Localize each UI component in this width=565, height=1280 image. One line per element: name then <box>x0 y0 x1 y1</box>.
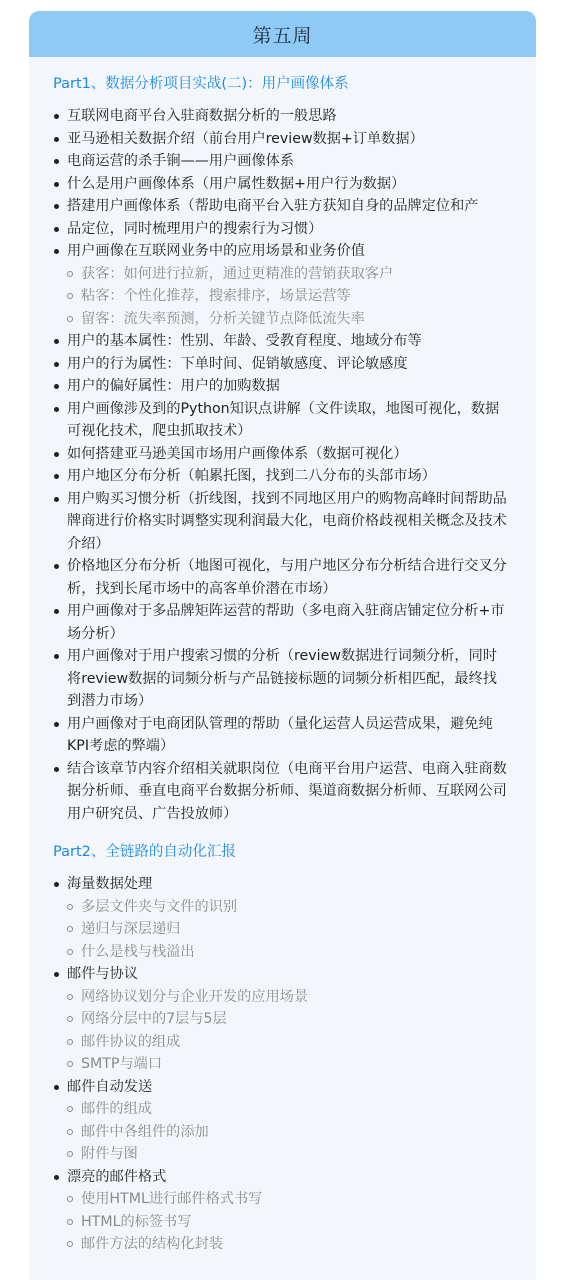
sub-list-item: 附件与图 <box>53 1143 508 1166</box>
part2-list <box>53 873 508 1256</box>
week-title: 第五周 <box>252 24 313 47</box>
list-item: 用户的基本属性：性别、年龄、受教育程度、地域分布等 <box>53 330 508 353</box>
part1-list <box>53 105 508 825</box>
list-item: 用户画像对于多品牌矩阵运营的帮助（多电商入驻商店铺定位分析+市场分析） <box>53 600 508 645</box>
card-content <box>29 57 536 1256</box>
list-item: 用户购买习惯分析（折线图，找到不同地区用户的购物高峰时间帮助品牌商进行价格实时调整实现利润最大化，电商价格歧视相关概念及技术介绍） <box>53 488 508 556</box>
list-item: 品定位，同时梳理用户的搜索行为习惯） <box>53 218 508 241</box>
sub-list-item: 多层文件夹与文件的识别 <box>53 896 508 919</box>
sub-list-item: SMTP与端口 <box>53 1053 508 1076</box>
sub-list-item: 邮件中各组件的添加 <box>53 1121 508 1144</box>
sub-list-item: 邮件协议的组成 <box>53 1031 508 1054</box>
list-item: 用户地区分布分析（帕累托图，找到二八分布的头部市场） <box>53 465 508 488</box>
sub-list-item: 获客：如何进行拉新，通过更精准的营销获取客户 <box>53 263 508 286</box>
list-item: 结合该章节内容介绍相关就职岗位（电商平台用户运营、电商入驻商数据分析师、垂直电商平台数据分析师、渠道商数据分析师、互联网公司用户研究员、广告投放师） <box>53 758 508 826</box>
list-item: 用户画像对于电商团队管理的帮助（量化运营人员运营成果，避免纯KPI考虑的弊端） <box>53 713 508 758</box>
list-item: 互联网电商平台入驻商数据分析的一般思路 <box>53 105 508 128</box>
list-item: 用户画像对于用户搜索习惯的分析（review数据进行词频分析，同时将review数据的词频分析与产品链接标题的词频分析相匹配，最终找到潜力市场） <box>53 645 508 713</box>
part2-title: Part2、全链路的自动化汇报 <box>53 844 236 860</box>
list-item: 如何搭建亚马逊美国市场用户画像体系（数据可视化） <box>53 443 508 466</box>
sub-list-item: 网络分层中的7层与5层 <box>53 1008 508 1031</box>
sub-list-item: 递归与深层递归 <box>53 918 508 941</box>
sub-list-item: HTML的标签书写 <box>53 1211 508 1234</box>
list-item: 邮件与协议 <box>53 963 508 986</box>
list-item: 用户的行为属性：下单时间、促销敏感度、评论敏感度 <box>53 353 508 376</box>
list-item: 价格地区分布分析（地图可视化，与用户地区分布分析结合进行交叉分析，找到长尾市场中的高客单价潜在市场） <box>53 555 508 600</box>
list-item: 邮件自动发送 <box>53 1076 508 1099</box>
list-item: 亚马逊相关数据介绍（前台用户review数据+订单数据） <box>53 128 508 151</box>
card-header <box>29 11 536 57</box>
sub-list-item: 什么是栈与栈溢出 <box>53 941 508 964</box>
sub-list-item: 邮件的组成 <box>53 1098 508 1121</box>
part1-title: Part1、数据分析项目实战(二)：用户画像体系 <box>53 76 349 92</box>
list-item: 什么是用户画像体系（用户属性数据+用户行为数据） <box>53 173 508 196</box>
list-item: 漂亮的邮件格式 <box>53 1166 508 1189</box>
sub-list-item: 留客：流失率预测，分析关键节点降低流失率 <box>53 308 508 331</box>
sub-list-item: 粘客：个性化推荐，搜索排序，场景运营等 <box>53 285 508 308</box>
sub-list-item: 使用HTML进行邮件格式书写 <box>53 1188 508 1211</box>
sub-list-item: 邮件方法的结构化封装 <box>53 1233 508 1256</box>
list-item: 搭建用户画像体系（帮助电商平台入驻方获知自身的品牌定位和产 <box>53 195 508 218</box>
course-card <box>29 11 536 1280</box>
list-item: 用户画像在互联网业务中的应用场景和业务价值 <box>53 240 508 263</box>
list-item: 电商运营的杀手锏——用户画像体系 <box>53 150 508 173</box>
list-item: 用户画像涉及到的Python知识点讲解（文件读取，地图可视化，数据可视化技术，爬虫抓取技术） <box>53 398 508 443</box>
sub-list-item: 网络协议划分与企业开发的应用场景 <box>53 986 508 1009</box>
list-item: 海量数据处理 <box>53 873 508 896</box>
list-item: 用户的偏好属性：用户的加购数据 <box>53 375 508 398</box>
